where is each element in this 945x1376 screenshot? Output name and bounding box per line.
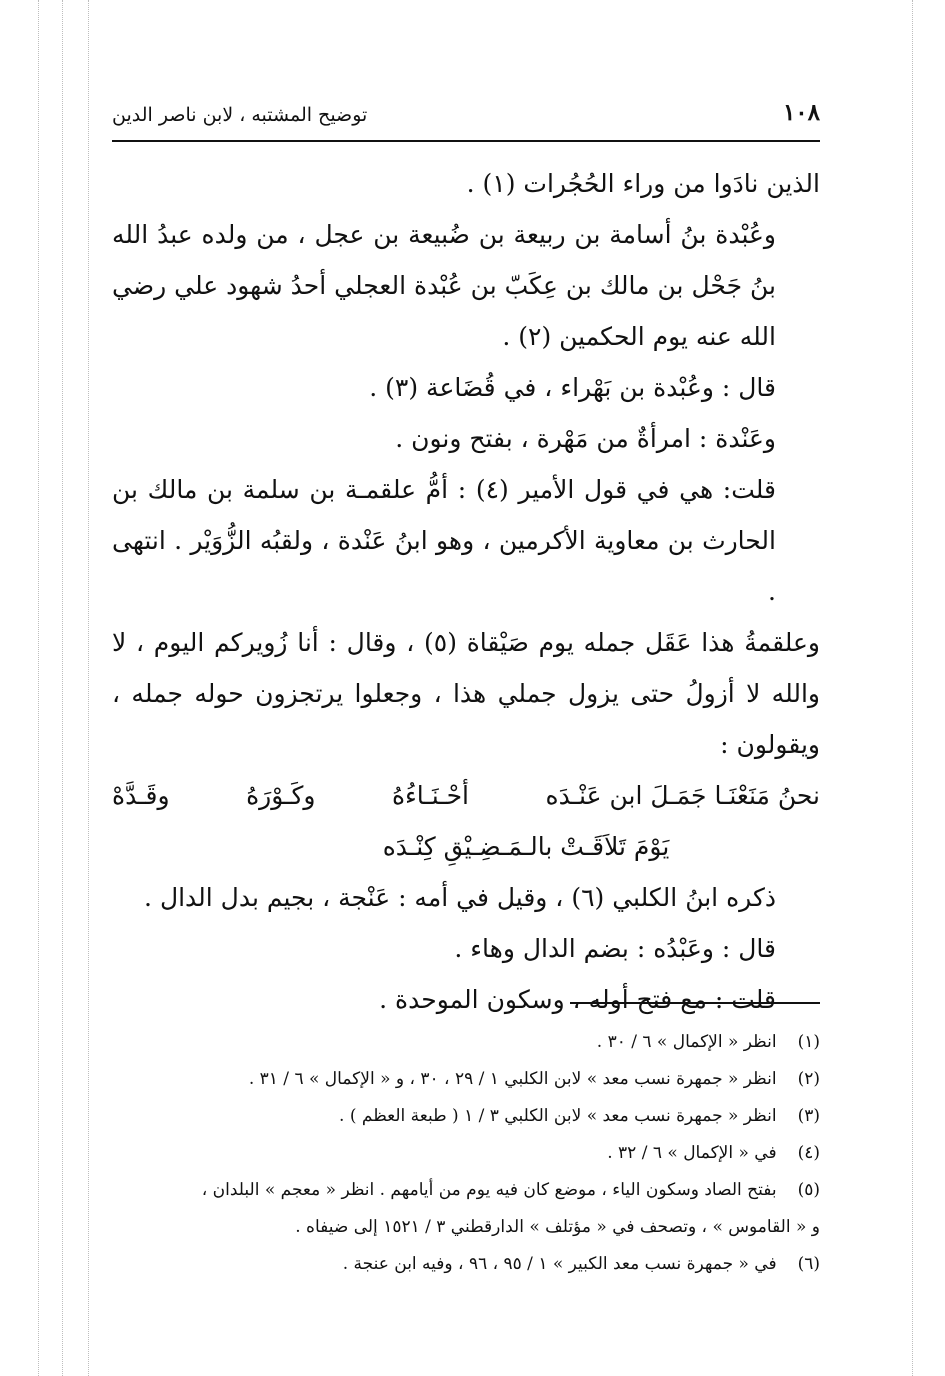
paragraph: قال : وعَبْدُه : بضم الدال وهاء . — [454, 934, 776, 963]
footnote-number: (٣) — [797, 1106, 820, 1126]
paragraph: ذكره ابنُ الكلبي (٦) ، وقيل في أمه : عَنْجة ، بجيم بدل الدال . — [144, 883, 776, 912]
paragraph: قلت : مع فتح أوله ، وسكون الموحدة . — [379, 985, 776, 1014]
paragraph: قال : وعُبْدة بن بَهْراء ، في قُضَاعة (٣) . — [369, 373, 776, 402]
paragraph: قلت: هي في قول الأمير (٤) : أمُّ علقمـة بن سلمة بن مالك بن الحارث بن معاوية الأكرمين ، وهو ابنُ عَنْدة ، ولقبُه الزُّوَيْر . انتهى . — [112, 475, 776, 606]
footnote — [112, 1098, 820, 1135]
footnote-separator — [570, 1002, 820, 1004]
footnote-number: (٦) — [797, 1254, 820, 1274]
footnote-text: انظر « جمهرة نسب معد » لابن الكلبي ٣ / ١ ( طبعة العظم ) . — [339, 1106, 777, 1126]
footnote — [112, 1135, 820, 1172]
paragraph: وعُبْدة بنُ أسامة بن ربيعة بن ضُبيعة بن عجل ، من ولده عبدُ الله بنُ جَحْل بن مالك بن عِكَبّ بن عُبْدة العجلي أحدُ شهود علي رضي الله عنه يوم الحكمين (٢) . — [112, 220, 776, 351]
paragraph: الذين نادَوا من وراء الحُجُرات (١) . — [466, 169, 820, 198]
scan-margin-line — [88, 0, 89, 1376]
paragraph: وعَنْدة : امرأةٌ من مَهْرة ، بفتح ونون . — [395, 424, 776, 453]
verse-hemistich: نحنُ مَنَعْنَـا جَمَـلَ ابن عَنْـدَه — [545, 781, 820, 810]
footnote-text: في « جمهرة نسب معد الكبير » ١ / ٩٥ ، ٩٦ ، وفيه ابن عنجة . — [342, 1254, 777, 1274]
footnotes — [112, 1024, 820, 1283]
scan-margin-line — [38, 0, 39, 1376]
verse-line-2: يَوْمَ تَلاَقَـتْ بالـمَـضِـيْقِ كِنْـدَه — [382, 832, 670, 861]
verse-word: وقَـدَّهْ — [112, 781, 170, 810]
main-text — [112, 158, 820, 1025]
scan-margin-line — [62, 0, 63, 1376]
footnote — [112, 1024, 820, 1061]
footnote-text: في « الإكمال » ٦ / ٣٢ . — [607, 1143, 777, 1163]
verse-word: أحْـنَـاءُهُ — [391, 781, 470, 810]
footnote-number: (٤) — [797, 1143, 820, 1163]
footnote — [112, 1061, 820, 1098]
footnote-text: انظر « جمهرة نسب معد » لابن الكلبي ١ / ٢٩ ، ٣٠ ، و « الإكمال » ٦ / ٣١ . — [248, 1069, 777, 1089]
footnote — [112, 1172, 820, 1209]
footnote-continuation — [112, 1209, 820, 1246]
page-header — [112, 86, 820, 126]
page-number: ١٠٨ — [782, 99, 820, 126]
running-title: توضيح المشتبه ، لابن ناصر الدين — [112, 104, 368, 126]
footnote-text: انظر « الإكمال » ٦ / ٣٠ . — [596, 1032, 777, 1052]
verse-word: وكَـوْرَهُ — [246, 781, 316, 810]
footnote-number: (١) — [797, 1032, 820, 1052]
scan-margin-line — [912, 0, 913, 1376]
footnote-text: و « القاموس » ، وتصحف في « مؤتلف » الدارقطني ٣ / ١٥٢١ إلى ضيفاه . — [295, 1217, 820, 1237]
verse-line-1 — [112, 770, 820, 821]
footnote-number: (٢) — [797, 1069, 820, 1089]
footnote — [112, 1246, 820, 1283]
paragraph: وعلقمةُ هذا عَقَل جمله يوم صَيْقاة (٥) ، وقال : أنا زُويركم اليوم ، لا والله لا أزولُ حتى يزول جملي هذا ، وجعلوا يرتجزون حوله جمله ، ويقولون : — [112, 628, 820, 759]
footnote-text: بفتح الصاد وسكون الياء ، موضع كان فيه يوم من أيامهم . انظر « معجم » البلدان ، — [201, 1180, 777, 1200]
footnote-number: (٥) — [797, 1180, 820, 1200]
header-rule — [112, 140, 820, 142]
